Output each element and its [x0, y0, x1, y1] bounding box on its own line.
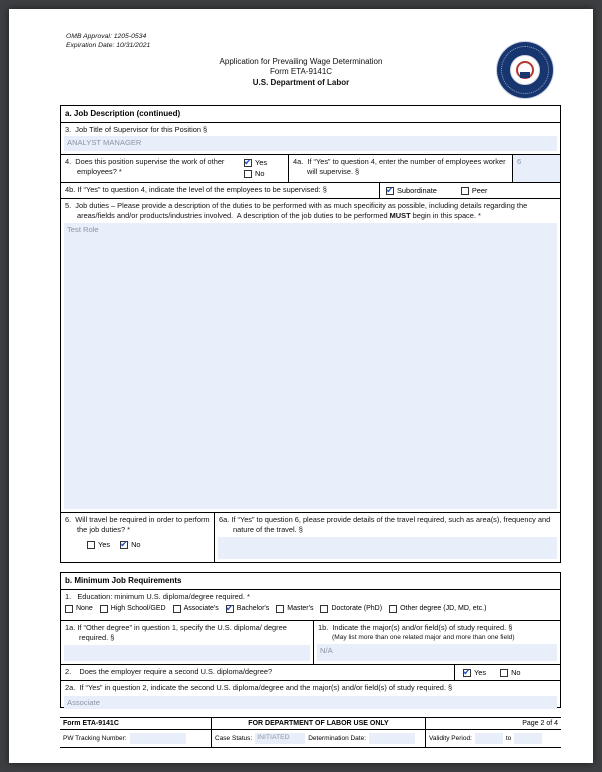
- q4b-subordinate-option: [386, 186, 437, 195]
- b1b-note: (May list more than one related major and more than one field): [332, 633, 515, 641]
- education-option-other: [389, 605, 486, 613]
- b2-yes-option: [463, 668, 486, 677]
- education-masters-label: Master's: [287, 605, 314, 613]
- omb-expiration-text: Expiration Date: 10/31/2021: [66, 42, 151, 50]
- question-4a-cell: [288, 155, 512, 182]
- education-option-bachelors: [226, 605, 269, 613]
- question-4b-cell: [61, 183, 379, 198]
- q4-yes-option: [244, 158, 284, 167]
- b1-label: 1. Education: minimum U.S. diploma/degree required. *: [65, 592, 250, 601]
- education-none-label: None: [76, 605, 93, 613]
- other-degree-field[interactable]: [64, 645, 310, 661]
- q5-label-must: MUST: [389, 210, 411, 220]
- education-associates-checkbox[interactable]: [173, 605, 181, 613]
- validity-to-field[interactable]: [514, 733, 542, 744]
- q4-yes-checkbox[interactable]: [244, 159, 252, 167]
- q4-label: 4. Does this position supervise the work of other employees? *: [65, 157, 227, 176]
- q5-label-part2: begin in this space. *: [410, 210, 481, 220]
- footer-validity-cell: [426, 730, 561, 747]
- pw-tracking-field[interactable]: [130, 733, 186, 744]
- q4b-label: 4b. If “Yes” to question 4, indicate the level of the employees to be supervised: §: [65, 185, 327, 194]
- b1b-label: 1b. Indicate the major(s) and/or field(s) of study required. §: [318, 623, 513, 632]
- omb-block: [66, 32, 150, 50]
- q4b-peer-checkbox[interactable]: [461, 187, 469, 195]
- q3-label: 3. Job Title of Supervisor for this Position §: [65, 125, 208, 134]
- question-b1a-cell: [61, 621, 313, 664]
- education-option-doctorate: [320, 605, 382, 613]
- validity-to-label: to: [505, 735, 512, 742]
- section-a-header: a. Job Description (continued): [65, 109, 181, 118]
- case-status-field[interactable]: INITIATED: [255, 733, 305, 744]
- b2-no-label: No: [511, 668, 521, 677]
- footer: [60, 717, 561, 748]
- form-title-line2: Form ETA-9141C: [269, 67, 333, 77]
- q6-yes-option: [87, 540, 110, 549]
- form-title-line1: Application for Prevailing Wage Determination: [219, 57, 383, 66]
- education-masters-checkbox[interactable]: [276, 605, 284, 613]
- q6-no-option: [120, 540, 140, 549]
- education-doctorate-checkbox[interactable]: [320, 605, 328, 613]
- education-bachelors-label: Bachelor's: [236, 605, 270, 613]
- education-other-label: Other degree (JD, MD, etc.): [400, 605, 487, 613]
- question-4-row: [61, 154, 560, 182]
- question-b1a-row: [61, 620, 560, 664]
- b2-no-checkbox[interactable]: [500, 669, 508, 677]
- footer-center-title: FOR DEPARTMENT OF LABOR USE ONLY: [211, 718, 426, 729]
- b2a-label: 2a. If “Yes” in question 2, indicate the second U.S. diploma/degree and the major(s) and/or field(s) of study required. §: [65, 683, 453, 692]
- education-option-none: [65, 605, 93, 613]
- education-other-checkbox[interactable]: [389, 605, 397, 613]
- q4b-subordinate-checkbox[interactable]: [386, 187, 394, 195]
- question-b2-cell: [61, 665, 454, 680]
- footer-tracking-cell: [60, 730, 211, 747]
- q6-no-checkbox[interactable]: [120, 541, 128, 549]
- q6-no-label: No: [131, 540, 141, 550]
- q6-options: [87, 540, 214, 549]
- footer-title-row: [60, 718, 561, 730]
- validity-from-field[interactable]: [475, 733, 503, 744]
- education-doctorate-label: Doctorate (PhD): [331, 605, 383, 613]
- determination-date-field[interactable]: [369, 733, 415, 744]
- footer-fields-row: [60, 730, 561, 747]
- q4b-subordinate-label: Subordinate: [397, 186, 437, 195]
- q6-yes-checkbox[interactable]: [87, 541, 95, 549]
- q4-no-checkbox[interactable]: [244, 170, 252, 178]
- education-option-associates: [173, 605, 219, 613]
- education-none-checkbox[interactable]: [65, 605, 73, 613]
- section-a: [60, 105, 561, 563]
- section-b-header: b. Minimum Job Requirements: [65, 576, 182, 585]
- validity-period-label: Validity Period:: [429, 735, 472, 742]
- q4-no-option: [244, 169, 284, 178]
- footer-page-number: Page 2 of 4: [522, 720, 558, 727]
- pw-tracking-label: PW Tracking Number:: [63, 735, 127, 742]
- q5-label: [61, 199, 560, 221]
- education-highschool-checkbox[interactable]: [100, 605, 108, 613]
- question-4b-row: [61, 182, 560, 198]
- q5-label-part1: 5. Job duties – Please provide a description of the duties to be performed with as much specificity as possible, including details regarding the areas/fields and/or products/industries involved. A description of the job duties to be performed: [65, 201, 530, 220]
- omb-approval-text: OMB Approval: 1205-0534: [66, 33, 147, 40]
- education-bachelors-checkbox[interactable]: [226, 605, 234, 613]
- q4a-value-field[interactable]: 6: [512, 155, 560, 182]
- b2-yes-checkbox[interactable]: [463, 669, 471, 677]
- question-6-row: [61, 512, 560, 562]
- q6-yes-label: Yes: [98, 540, 111, 550]
- education-highschool-label: High School/GED: [110, 605, 166, 613]
- supervisor-title-field[interactable]: ANALYST MANAGER: [64, 136, 557, 151]
- footer-form-name: Form ETA-9141C: [63, 720, 119, 727]
- dol-seal-inner: [510, 55, 540, 85]
- job-duties-textarea[interactable]: Test Role: [64, 223, 557, 509]
- b1a-label: 1a. If “Other degree” in question 1, specify the U.S. diploma/ degree required. §: [65, 623, 289, 642]
- b2-no-option: [500, 668, 520, 677]
- b2-label: 2. Does the employer require a second U.S. diploma/degree?: [65, 667, 273, 676]
- question-b2a-row: [61, 680, 560, 707]
- q4a-label: 4a. If “Yes” to question 4, enter the number of employees worker will supervise. §: [293, 157, 508, 176]
- question-b1-row: [61, 589, 560, 620]
- question-b2-row: [61, 664, 560, 680]
- case-status-label: Case Status:: [215, 735, 253, 742]
- dol-seal-icon: [497, 42, 553, 98]
- q6a-label: 6a. If “Yes” to question 6, please provide details of the travel required, such as area(s), frequency and nature of the travel. §: [219, 515, 553, 534]
- second-degree-field[interactable]: Associate: [64, 696, 557, 709]
- q4-options: [244, 155, 288, 182]
- question-b2a-cell: [61, 681, 560, 707]
- b2-yes-label: Yes: [474, 668, 487, 677]
- question-3-row: [61, 122, 560, 154]
- question-b1b-cell: [313, 621, 560, 664]
- b2-options: [454, 665, 560, 680]
- q4-no-label: No: [255, 169, 265, 178]
- form-body: [60, 105, 561, 708]
- dol-seal-emblem: [516, 61, 534, 79]
- question-4-cell: [61, 155, 288, 182]
- majors-field[interactable]: N/A: [317, 644, 557, 661]
- education-option-masters: [276, 605, 313, 613]
- q4b-peer-option: [461, 186, 488, 195]
- question-6-cell: [61, 513, 214, 562]
- q4b-options: [379, 183, 560, 198]
- form-page: [9, 9, 593, 763]
- education-option-highschool: [100, 605, 166, 613]
- q4b-peer-label: Peer: [471, 186, 488, 195]
- footer-status-cell: [211, 730, 426, 747]
- question-3-cell: [61, 123, 560, 154]
- travel-details-field[interactable]: [218, 537, 557, 559]
- determination-date-label: Determination Date:: [308, 735, 367, 742]
- question-5-row: [61, 198, 560, 512]
- education-options: [61, 603, 560, 616]
- q6-label: 6. Will travel be required in order to perform the job duties? *: [65, 515, 212, 534]
- question-6a-cell: [214, 513, 560, 562]
- q4-yes-label: Yes: [255, 158, 268, 167]
- form-title-line3: U.S. Department of Labor: [252, 77, 350, 87]
- education-associates-label: Associate's: [183, 605, 219, 613]
- section-b: [60, 572, 561, 708]
- question-5-cell: [61, 199, 560, 512]
